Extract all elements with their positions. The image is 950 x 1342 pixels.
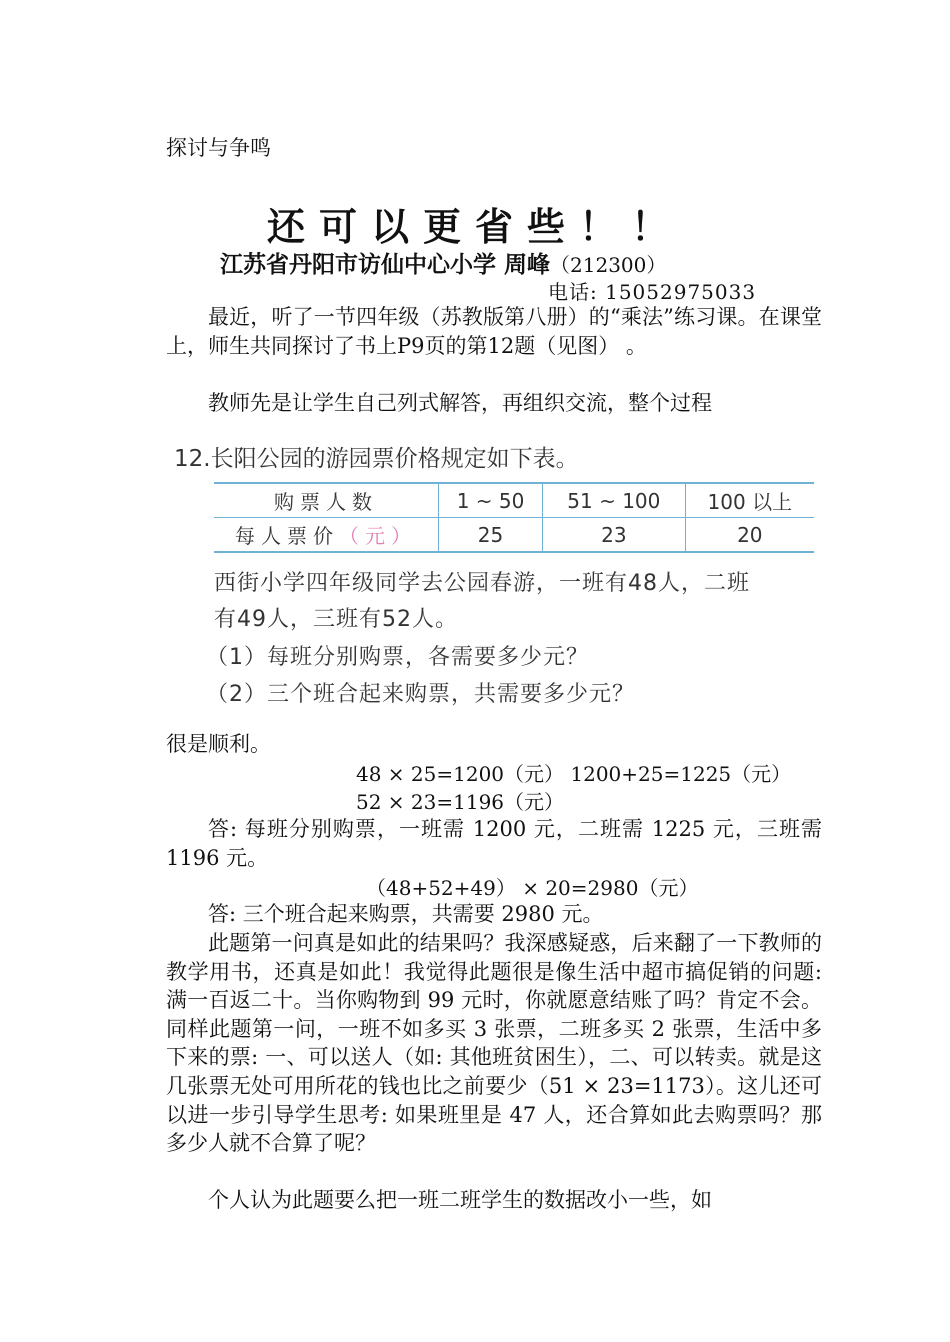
phone-number: 电话: 15052975033	[548, 280, 757, 304]
textbook-problem-figure	[174, 436, 840, 716]
table-header-price: 每人票价（元）	[214, 518, 439, 553]
intro-paragraph: 最近，听了一节四年级（苏教版第八册）的“乘法”练习课。在课堂上，师生共同探讨了书上P9页的第12题（见图） 。	[166, 305, 822, 358]
formula-line-2: 52 × 23=1196（元）	[356, 790, 565, 814]
problem-description-1: 西街小学四年级同学去公园春游，一班有48人，二班	[214, 571, 750, 596]
formula-line-1: 48 × 25=1200（元） 1200+25=1225（元）	[356, 762, 792, 786]
problem-description-2: 有49人，三班有52人。	[214, 607, 458, 632]
author-line	[220, 246, 666, 279]
table-cell-price: 25	[439, 518, 543, 553]
intro-paragraph-2: 教师先是让学生自己列式解答，再组织交流，整个过程	[208, 391, 712, 415]
discussion-paragraph: 此题第一问真是如此的结果吗？我深感疑惑，后来翻了一下教师的教学用书，还真是如此！我觉得此题很是像生活中超市搞促销的问题: 满一百返二十。当你购物到 99 元时，你就愿意结账了吗？肯定不会。同样此题第一问，一班不如多买 3 张票，二班多买 2 张票，生活中多下来的票: 一、可以送人（如: 其他班贫困生），二、可以转卖。就是这几张票无处可用所花的钱也比之前要少（51 × 23=1173）。这儿还可以进一步引导学生思考: 如果班里是 47 人，还合算如此去购票吗？那多少人就不合算了呢？	[166, 931, 822, 1156]
postcode: （212300）	[550, 253, 667, 277]
table-cell-range: 1 ~ 50	[439, 483, 543, 518]
table-row	[214, 518, 814, 553]
author-name: 江苏省丹阳市访仙中心小学 周峰	[220, 251, 551, 278]
table-cell-price: 20	[685, 518, 814, 553]
table-row	[214, 483, 814, 518]
problem-stem: 长阳公园的游园票价格规定如下表。	[210, 446, 579, 472]
ticket-price-table	[214, 482, 814, 553]
column-label: 探讨与争鸣	[166, 136, 271, 160]
table-cell-range: 51 ~ 100	[543, 483, 686, 518]
closing-paragraph: 个人认为此题要么把一班二班学生的数据改小一些，如	[208, 1188, 712, 1212]
problem-question-1: （1）每班分别购票，各需要多少元？	[206, 645, 589, 670]
answer-paragraph-2: 答: 三个班合起来购票，共需要 2980 元。	[208, 902, 604, 926]
problem-number: 12.长阳公园的游园票价格规定如下表。	[174, 446, 579, 472]
answer-paragraph-1: 答: 每班分别购票，一班需 1200 元，二班需 1225 元，三班需 1196 元。	[166, 817, 822, 870]
price-unit: （元）	[339, 524, 417, 548]
smooth-text: 很是顺利。	[166, 732, 271, 756]
table-header-count: 购票人数	[214, 483, 439, 518]
article-title: 还可以更省些！！	[266, 204, 683, 249]
problem-question-2: （2）三个班合起来购票，共需要多少元？	[206, 682, 635, 707]
formula-line-3: （48+52+49） × 20=2980（元）	[366, 876, 699, 900]
table-cell-range: 100 以上	[685, 483, 814, 518]
table-cell-price: 23	[543, 518, 686, 553]
